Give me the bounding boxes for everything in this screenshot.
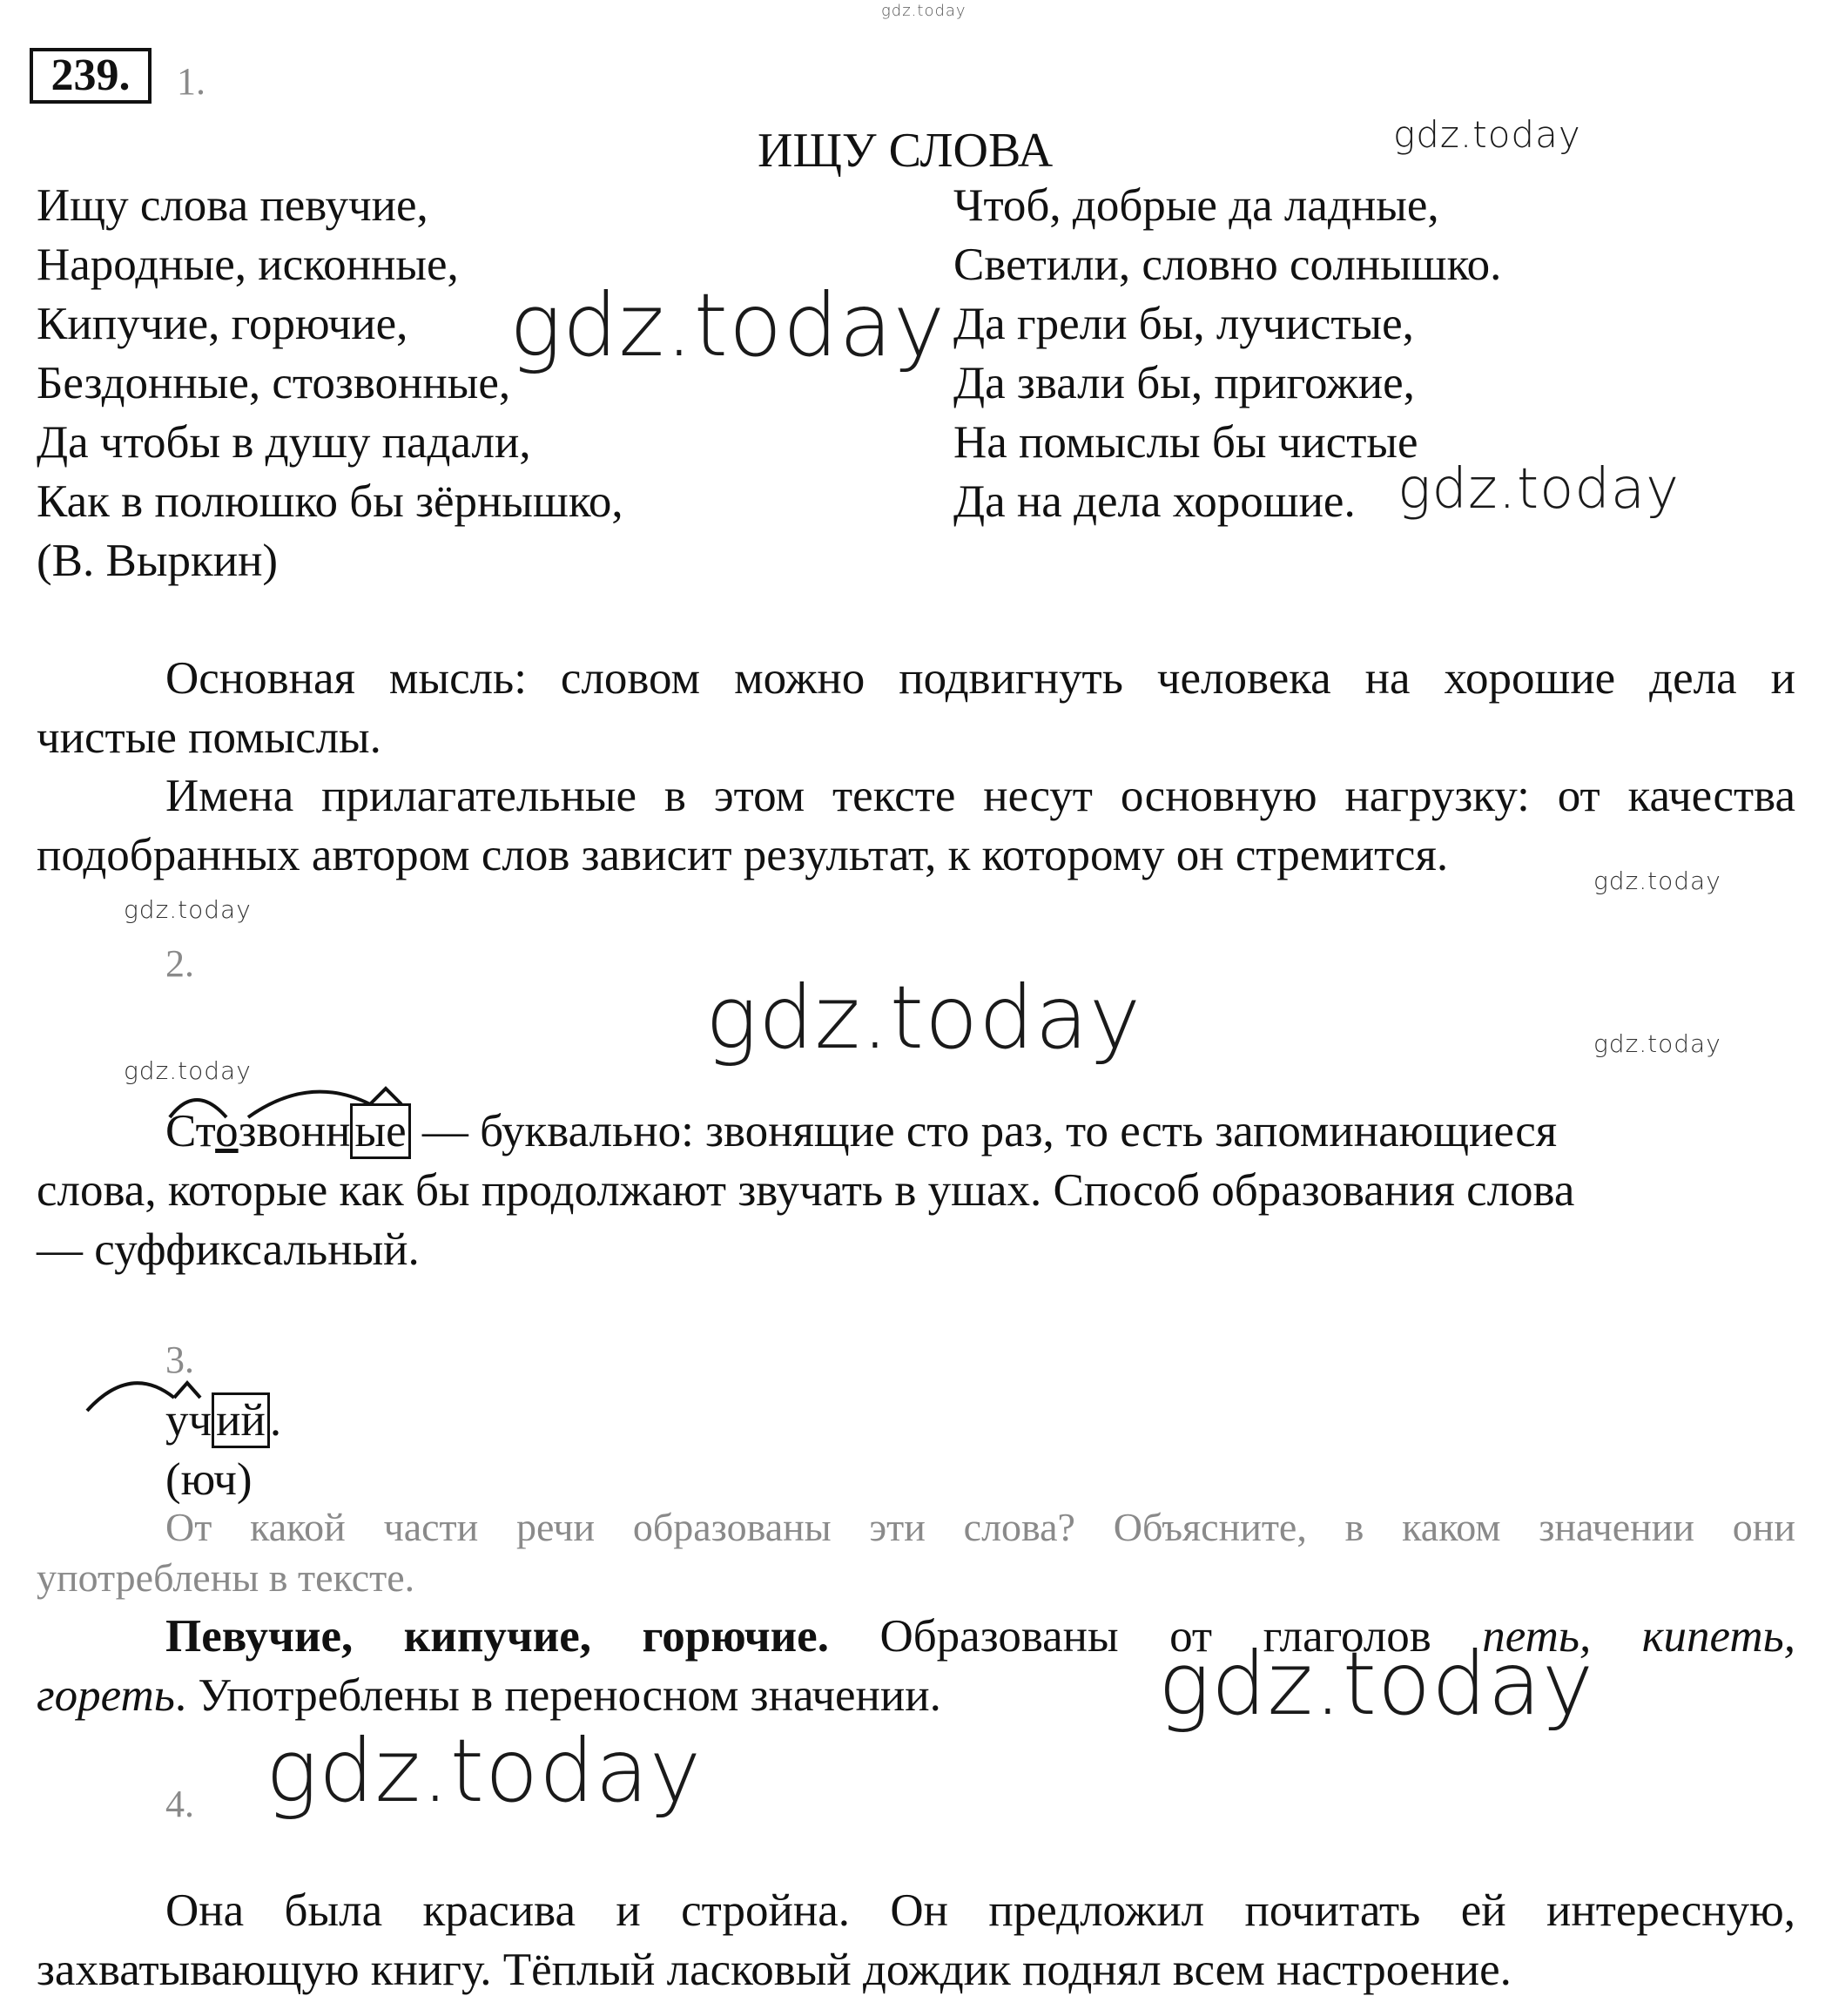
part2-line2: слова, которые как бы продолжают звучать в ушах. Способ образования слова	[37, 1165, 1575, 1216]
part3-answer-line2	[37, 1666, 941, 1725]
part2-number: 2.	[165, 942, 194, 985]
answer-italic2: гореть	[37, 1670, 175, 1721]
part3-question-line1: От какой части речи образованы эти слова? Объясните, в каком значении они	[165, 1505, 1795, 1549]
poem-line: Народные, исконные,	[37, 239, 459, 290]
word-mid: звонн	[238, 1106, 351, 1156]
watermark-small-left2: gdz.today	[124, 1056, 252, 1085]
watermark-big-left: gdz.today	[266, 1720, 703, 1822]
poem-author: (В. Выркин)	[37, 536, 279, 586]
word-ending-box: ые	[350, 1103, 410, 1159]
top-watermark: gdz.today	[881, 2, 967, 20]
word-prefix: Ст	[165, 1106, 216, 1156]
poem-line: Да на дела хорошие.	[953, 476, 1356, 527]
part3-suffix-note: (юч)	[165, 1454, 253, 1505]
adjectives-line2: подобранных автором слов зависит результат, к которому он стремится.	[37, 830, 1449, 880]
word-dot: .	[269, 1395, 282, 1446]
poem-line: Да грели бы, лучистые,	[953, 299, 1414, 349]
part4-number: 4.	[165, 1783, 194, 1825]
poem-left-column	[37, 180, 623, 597]
answer-italic1: петь, кипеть,	[1482, 1611, 1795, 1662]
answer-mid: Образованы от глаголов	[828, 1611, 1483, 1662]
poem-line: Чтоб, добрые да ладные,	[953, 180, 1439, 231]
part1-number: 1.	[177, 60, 205, 103]
poem-line: Как в полюшко бы зёрнышко,	[37, 476, 623, 527]
poem-line: Светили, словно солнышко.	[953, 239, 1502, 290]
poem-line: Да звали бы, пригожие,	[953, 358, 1415, 408]
part4-line1: Она была красива и стройна. Он предложил почитать ей интересную,	[165, 1885, 1795, 1936]
watermark-small-right1: gdz.today	[1593, 866, 1721, 895]
part2-line3: — суффиксальный.	[37, 1224, 420, 1275]
part2-line1-rest: — буквально: звонящие сто раз, то есть запоминающиеся	[410, 1106, 1558, 1156]
watermark-big-right: gdz.today	[1158, 1633, 1595, 1735]
part2-line1	[165, 1102, 1802, 1161]
poem-line: Да чтобы в душу падали,	[37, 417, 531, 468]
word-root-o: о	[215, 1106, 239, 1156]
task-number: 239.	[30, 48, 152, 104]
adjectives-line1: Имена прилагательные в этом тексте несут основную нагрузку: от качества	[165, 771, 1795, 821]
word-ending-box: ий	[212, 1392, 270, 1448]
root-arc	[87, 1383, 174, 1411]
poem-title: ИЩУ СЛОВА	[758, 124, 1054, 178]
watermark-poem-mid: gdz.today	[509, 274, 946, 376]
watermark-poem-right: gdz.today	[1398, 457, 1680, 522]
main-idea-line1: Основная мысль: словом можно подвигнуть человека на хорошие дела и	[165, 653, 1795, 704]
answer-bold: Певучие, кипучие, горючие.	[165, 1611, 829, 1662]
part3-number: 3.	[165, 1338, 194, 1381]
poem-line: Ищу слова певучие,	[37, 180, 428, 231]
watermark-big-center: gdz.today	[705, 967, 1142, 1069]
part3-question-line2: употреблены в тексте.	[37, 1555, 415, 1600]
poem-line: На помыслы бы чистые	[953, 417, 1418, 468]
part3-word	[165, 1391, 281, 1450]
answer-end: . Употреблены в переносном значении.	[174, 1670, 941, 1721]
main-idea-line2: чистые помыслы.	[37, 712, 381, 763]
poem-line: Бездонные, стозвонные,	[37, 358, 511, 408]
word-root: уч	[165, 1395, 212, 1446]
watermark-small-right2: gdz.today	[1593, 1029, 1721, 1058]
part4-line2: захватывающую книгу. Тёплый ласковый дождик поднял всем настроение.	[37, 1945, 1512, 1995]
watermark-small-left1: gdz.today	[124, 895, 252, 924]
poem-line: Кипучие, горючие,	[37, 299, 408, 349]
watermark-poem-top: gdz.today	[1393, 113, 1581, 156]
